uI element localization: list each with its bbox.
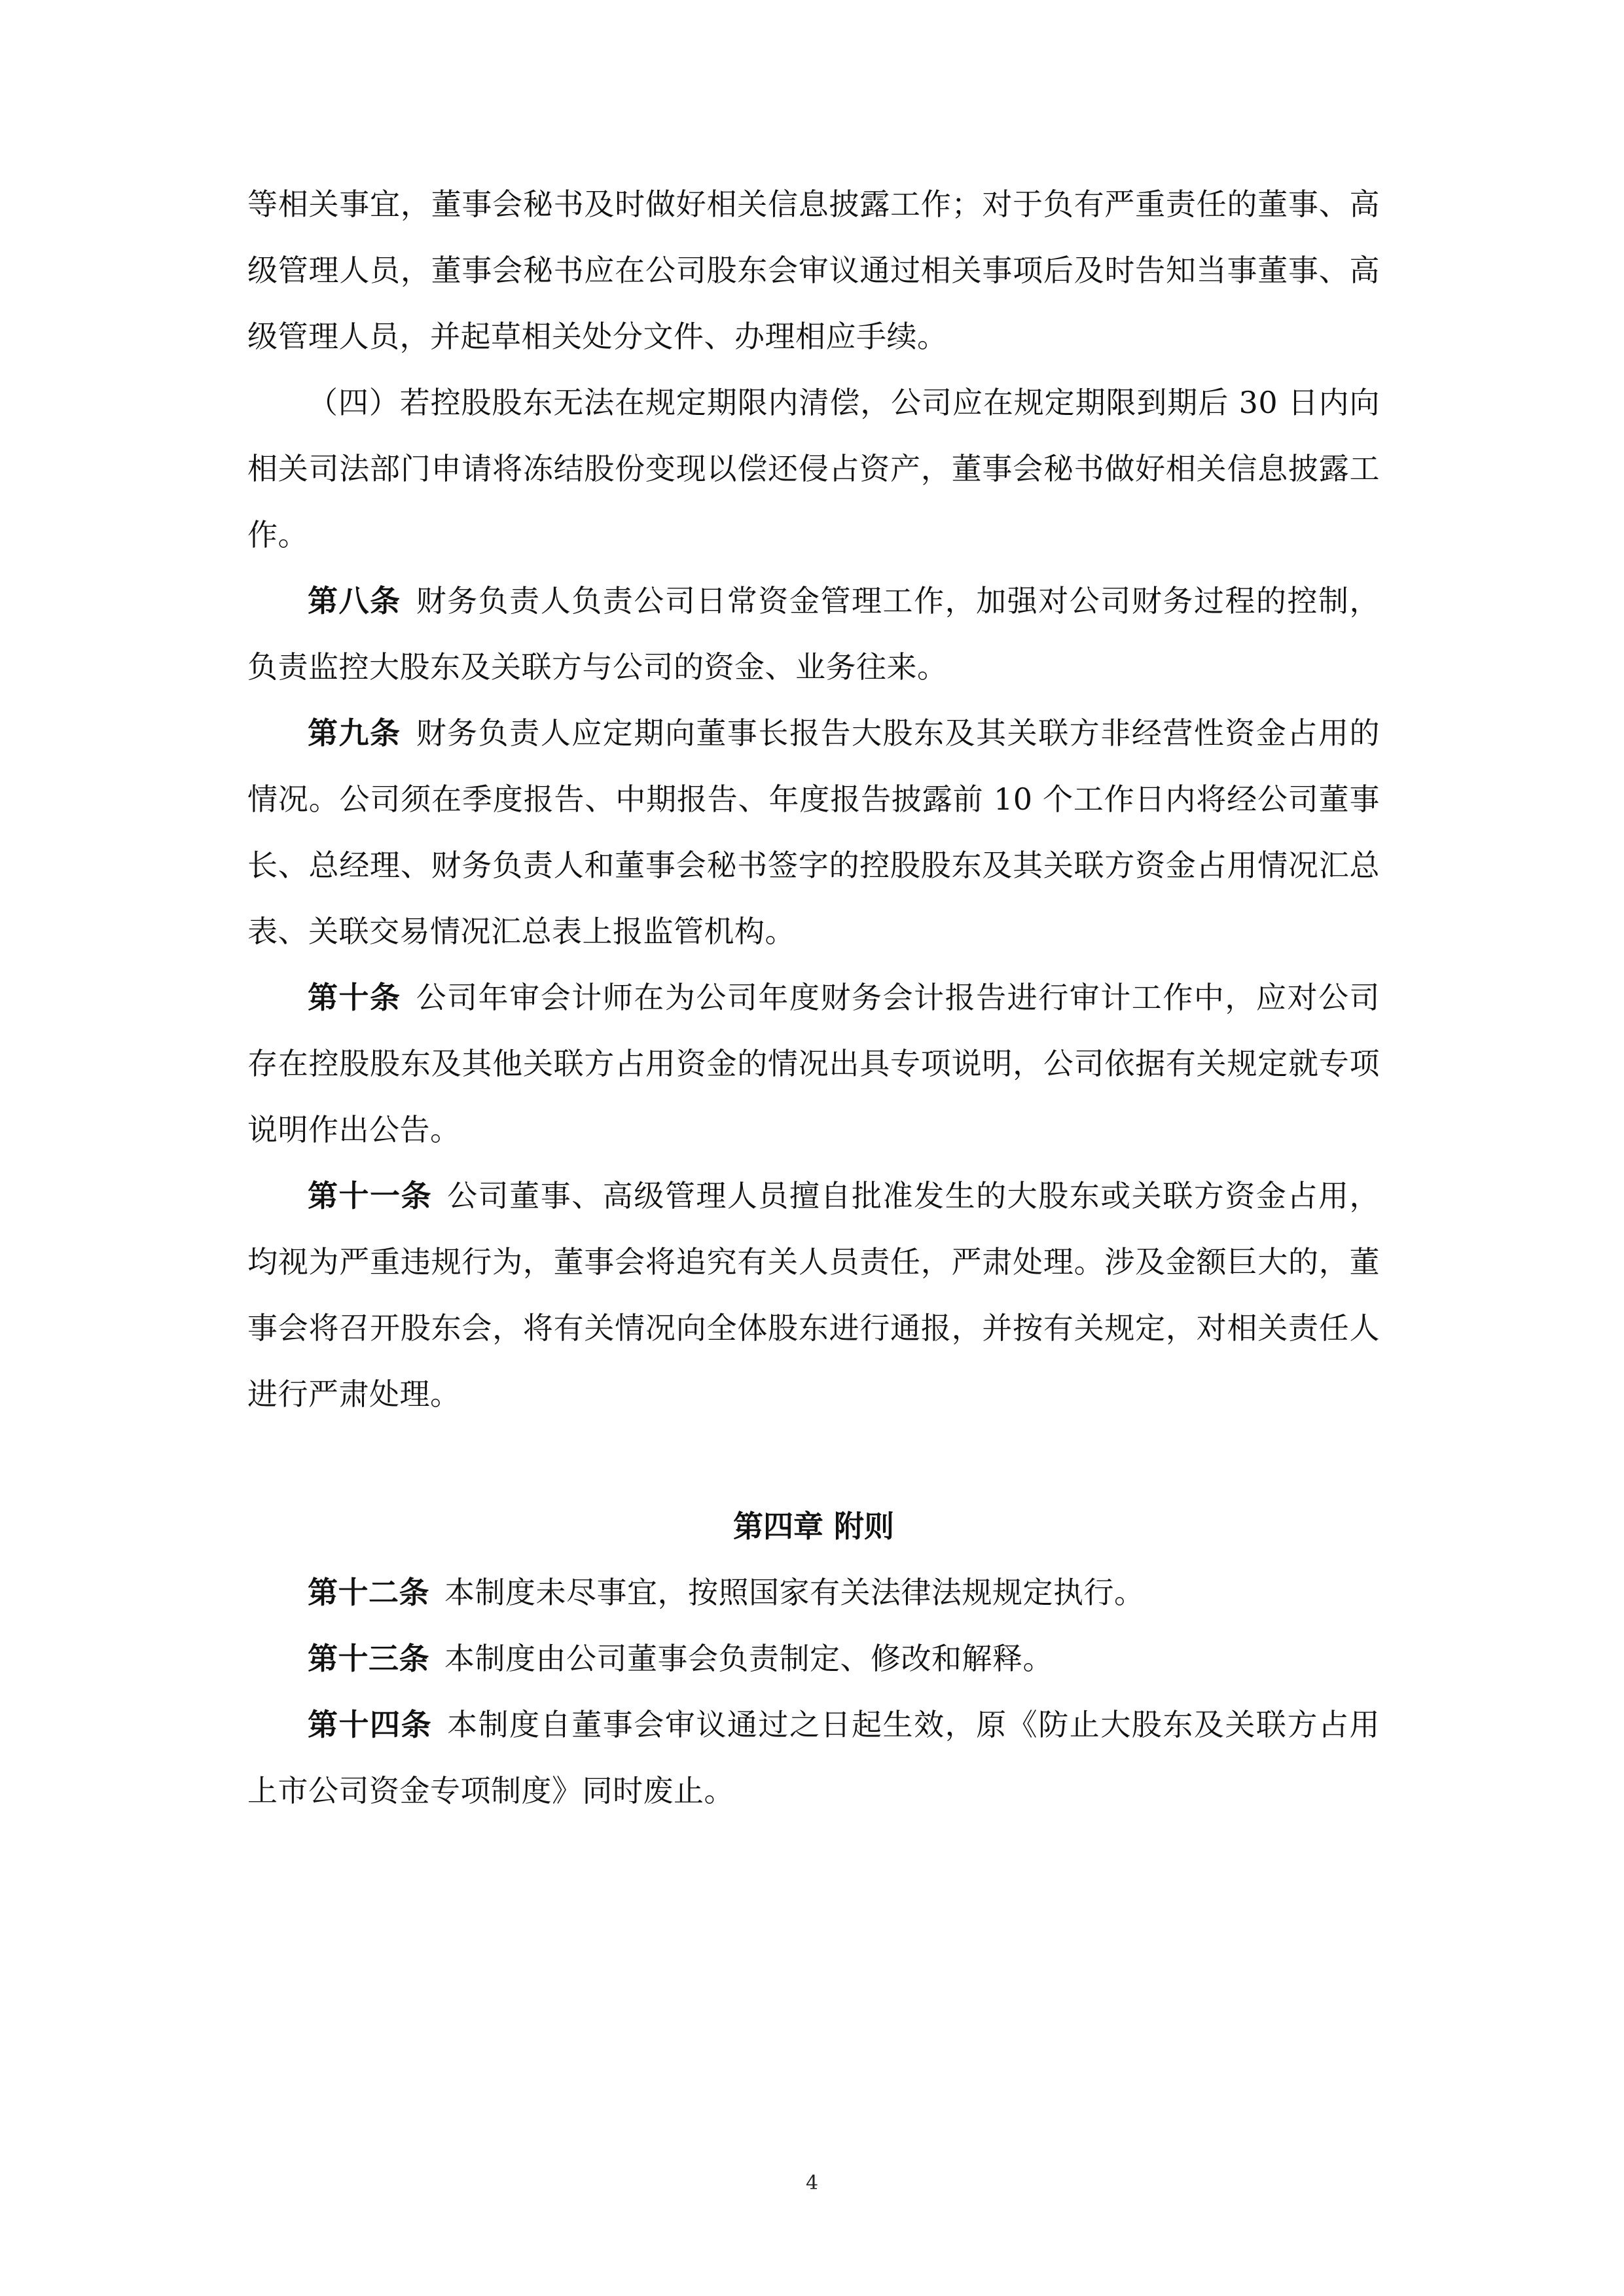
article-9-label: 第九条 xyxy=(308,715,401,751)
page-content xyxy=(247,171,1380,1824)
article-12-label: 第十二条 xyxy=(308,1575,429,1610)
article-10 xyxy=(247,965,1380,1163)
article-14-label: 第十四条 xyxy=(308,1707,433,1742)
article-11-text: 公司董事、高级管理人员擅自批准发生的大股东或关联方资金占用，均视为严重违规行为，董事会将追究有关人员责任，严肃处理。涉及金额巨大的，董事会将召开股东会，将有关情况向全体股东进行通报，并按有关规定，对相关责任人进行严肃处理。 xyxy=(247,1178,1380,1412)
article-14-text: 本制度自董事会审议通过之日起生效，原《防止大股东及关联方占用上市公司资金专项制度》同时废止。 xyxy=(247,1707,1380,1808)
chapter-4-title: 第四章 附则 xyxy=(732,1509,894,1544)
article-9 xyxy=(247,700,1380,965)
article-10-text: 公司年审会计师在为公司年度财务会计报告进行审计工作中，应对公司存在控股股东及其他关联方占用资金的情况出具专项说明，公司依据有关规定就专项说明作出公告。 xyxy=(247,980,1380,1147)
article-8-text: 财务负责人负责公司日常资金管理工作，加强对公司财务过程的控制，负责监控大股东及关联方与公司的资金、业务往来。 xyxy=(247,583,1380,685)
article-8-label: 第八条 xyxy=(308,583,401,619)
article-11 xyxy=(247,1163,1380,1427)
article-13-label: 第十三条 xyxy=(308,1641,429,1676)
article-10-label: 第十条 xyxy=(308,980,401,1015)
continuation-paragraph: 等相关事宜，董事会秘书及时做好相关信息披露工作；对于负有严重责任的董事、高级管理人员，董事会秘书应在公司股东会审议通过相关事项后及时告知当事董事、高级管理人员，并起草相关处分文件、办理相应手续。 xyxy=(247,187,1380,354)
article-12-text: 本制度未尽事宜，按照国家有关法律法规规定执行。 xyxy=(444,1575,1145,1610)
article-13 xyxy=(247,1626,1380,1692)
item-4-paragraph: （四）若控股股东无法在规定期限内清偿，公司应在规定期限到期后 30 日内向相关司法部门申请将冻结股份变现以偿还侵占资产，董事会秘书做好相关信息披露工作。 xyxy=(247,385,1380,552)
article-9-text: 财务负责人应定期向董事长报告大股东及其关联方非经营性资金占用的情况。公司须在季度报告、中期报告、年度报告披露前 10 个工作日内将经公司董事长、总经理、财务负责人和董事会秘书签字的控股股东及其关联方资金占用情况汇总表、关联交易情况汇总表上报监管机构。 xyxy=(247,715,1380,949)
article-14 xyxy=(247,1692,1380,1824)
article-13-text: 本制度由公司董事会负责制定、修改和解释。 xyxy=(444,1641,1053,1676)
page-number: 4 xyxy=(805,2172,819,2195)
article-12 xyxy=(247,1560,1380,1626)
article-11-label: 第十一条 xyxy=(308,1178,433,1213)
article-8 xyxy=(247,568,1380,700)
